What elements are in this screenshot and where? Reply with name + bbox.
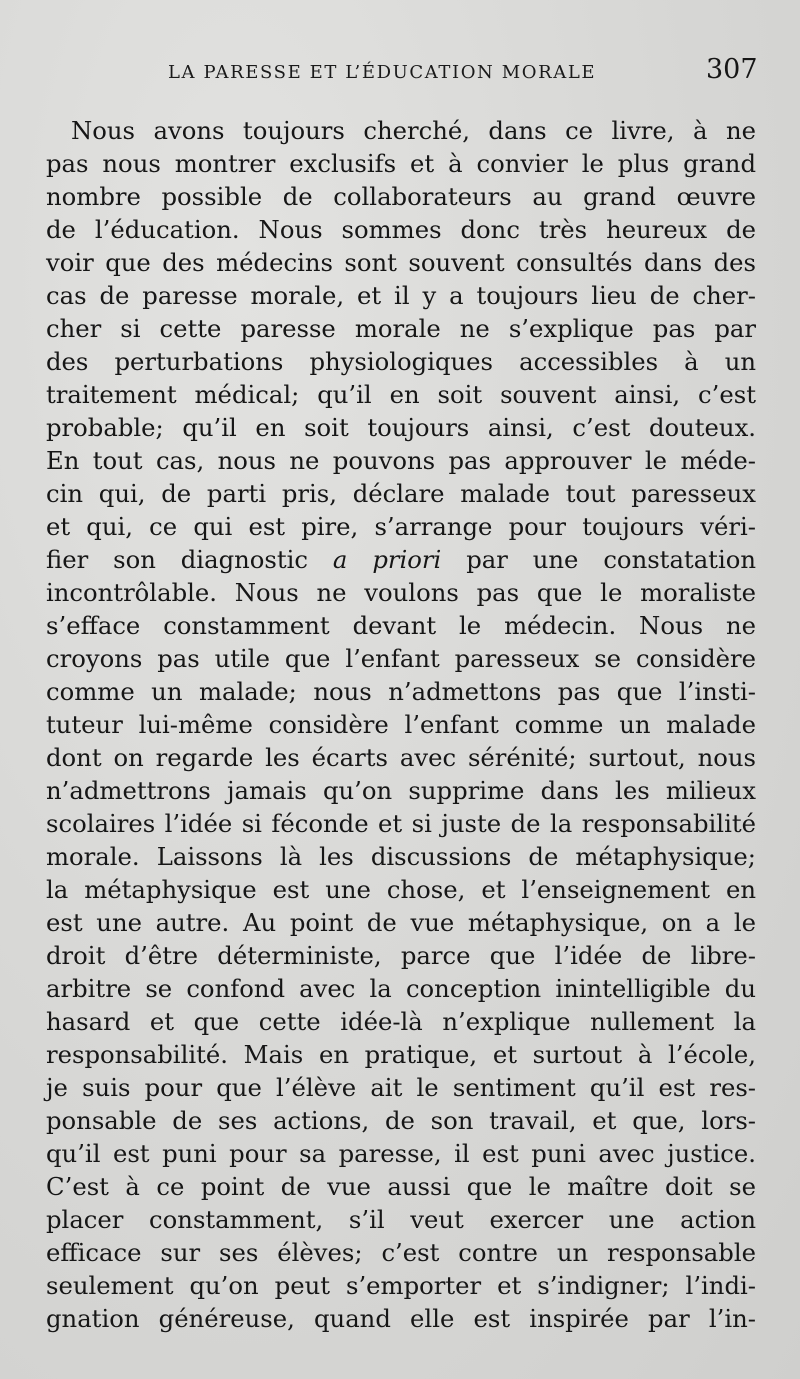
text-line: la métaphysique est une chose, et l’enseignement en <box>46 875 756 904</box>
text-segment: par une constatation <box>441 545 756 574</box>
text-line: est une autre. Au point de vue métaphysique, on a le <box>46 908 756 937</box>
text-line: pas nous montrer exclusifs et à convier le plus grand <box>46 149 756 178</box>
text-line: tuteur lui-même considère l’enfant comme un malade <box>46 710 756 739</box>
text-line: arbitre se confond avec la conception inintelligible du <box>46 974 756 1003</box>
text-line: je suis pour que l’élève ait le sentiment qu’il est res- <box>46 1073 756 1102</box>
text-line: responsabilité. Mais en pratique, et surtout à l’école, <box>46 1040 756 1069</box>
text-line: seulement qu’on peut s’emporter et s’indigner; l’indi- <box>46 1271 756 1300</box>
text-line: En tout cas, nous ne pouvons pas approuver le méde- <box>46 446 756 475</box>
text-line: voir que des médecins sont souvent consultés dans des <box>46 248 756 277</box>
text-line: incontrôlable. Nous ne voulons pas que le moraliste <box>46 578 756 607</box>
text-line: C’est à ce point de vue aussi que le maître doit se <box>46 1172 756 1201</box>
running-title: LA PARESSE ET L’ÉDUCATION MORALE <box>168 62 597 83</box>
text-line: scolaires l’idée si féconde et si juste de la responsabilité <box>46 809 756 838</box>
text-line: ponsable de ses actions, de son travail, et que, lors- <box>46 1106 756 1135</box>
text-segment: fier son diagnostic <box>46 545 333 574</box>
text-line: placer constamment, s’il veut exercer une action <box>46 1205 756 1234</box>
text-line: nombre possible de collaborateurs au grand œuvre <box>46 182 756 211</box>
text-line: morale. Laissons là les discussions de métaphysique; <box>46 842 756 871</box>
text-line: cher si cette paresse morale ne s’explique pas par <box>46 314 756 343</box>
text-line: traitement médical; qu’il en soit souvent ainsi, c’est <box>46 380 756 409</box>
text-line: probable; qu’il en soit toujours ainsi, c’est douteux. <box>46 413 756 442</box>
text-line: dont on regarde les écarts avec sérénité; surtout, nous <box>46 743 756 772</box>
text-line: efficace sur ses élèves; c’est contre un responsable <box>46 1238 756 1267</box>
text-line: et qui, ce qui est pire, s’arrange pour toujours véri- <box>46 512 756 541</box>
text-line: croyons pas utile que l’enfant paresseux se considère <box>46 644 756 673</box>
text-line: gnation généreuse, quand elle est inspirée par l’in- <box>46 1304 756 1333</box>
text-line: des perturbations physiologiques accessibles à un <box>46 347 756 376</box>
text-line: droit d’être déterministe, parce que l’idée de libre- <box>46 941 756 970</box>
running-head <box>0 54 800 90</box>
text-line: Nous avons toujours cherché, dans ce livre, à ne <box>71 116 756 145</box>
text-line: qu’il est puni pour sa paresse, il est puni avec justice. <box>46 1139 756 1168</box>
italic-phrase: a priori <box>332 545 442 574</box>
text-line: cin qui, de parti pris, déclare malade tout paresseux <box>46 479 756 508</box>
body-paragraph <box>46 114 756 1335</box>
text-line: hasard et que cette idée-là n’explique nullement la <box>46 1007 756 1036</box>
text-line-with-italic <box>46 543 756 576</box>
text-line: n’admettrons jamais qu’on supprime dans les milieux <box>46 776 756 805</box>
text-line: de l’éducation. Nous sommes donc très heureux de <box>46 215 756 244</box>
text-line: cas de paresse morale, et il y a toujours lieu de cher- <box>46 281 756 310</box>
text-line: s’efface constamment devant le médecin. Nous ne <box>46 611 756 640</box>
page-number: 307 <box>706 54 758 85</box>
text-line: comme un malade; nous n’admettons pas que l’insti- <box>46 677 756 706</box>
